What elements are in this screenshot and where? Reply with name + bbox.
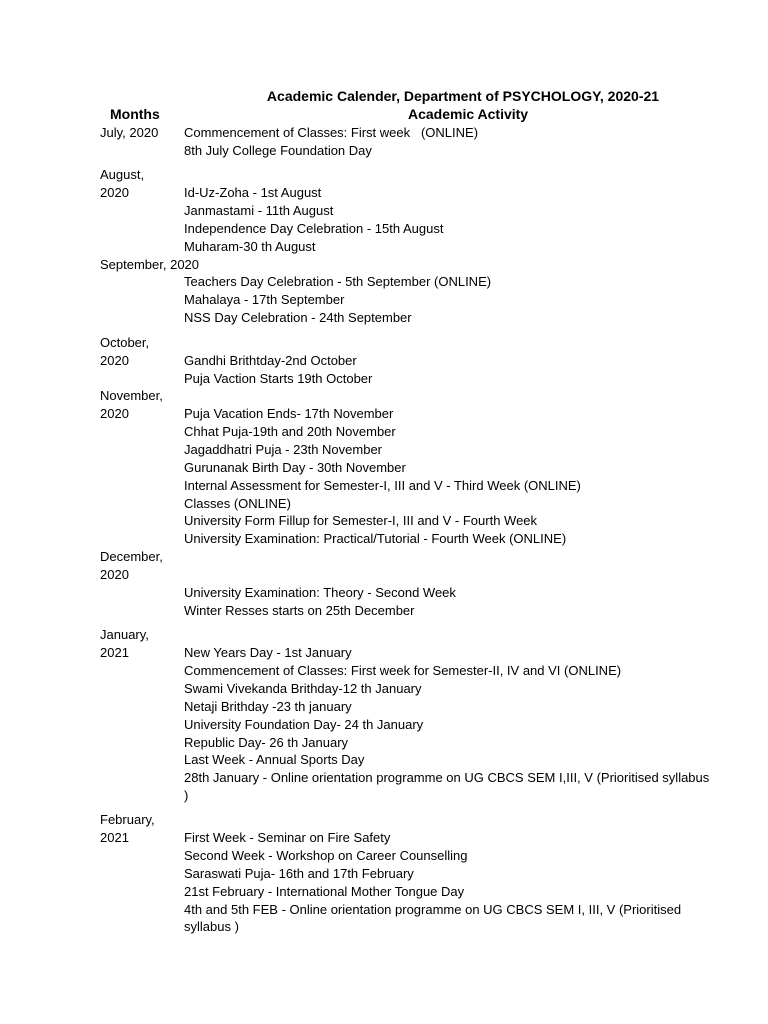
month-label-january-year: 2021: [100, 645, 129, 660]
activity-line: Id-Uz-Zoha - 1st August: [184, 185, 322, 200]
activity-line: New Years Day - 1st January: [184, 645, 352, 660]
month-label-january: January,: [100, 627, 149, 642]
activity-line: Puja Vaction Starts 19th October: [184, 371, 373, 386]
month-label-september: September, 2020: [100, 257, 200, 272]
month-label-december-year: 2020: [100, 567, 129, 582]
activity-line: Gurunanak Birth Day - 30th November: [184, 460, 406, 475]
month-label-august-year: 2020: [100, 185, 129, 200]
document-title: [100, 87, 746, 105]
activity-line: syllabus ): [184, 919, 239, 934]
activity-line: Commencement of Classes: First week (ONLINE): [184, 125, 479, 140]
activity-line: 4th and 5th FEB - Online orientation programme on UG CBCS SEM I, III, V (Prioritised: [184, 902, 682, 917]
activity-line: Classes (ONLINE): [184, 496, 291, 511]
month-label-october: October,: [100, 335, 150, 350]
activity-line: University Form Fillup for Semester-I, III and V - Fourth Week: [184, 513, 538, 528]
month-label-august: August,: [100, 167, 145, 182]
activity-line: Commencement of Classes: First week for Semester-II, IV and VI (ONLINE): [184, 663, 622, 678]
activity-line: 8th July College Foundation Day: [184, 143, 372, 158]
activity-line: Netaji Brithday -23 th january: [184, 699, 352, 714]
activity-line: University Examination: Theory - Second Week: [184, 585, 456, 600]
activity-line: Janmastami - 11th August: [184, 203, 334, 218]
activity-line: Teachers Day Celebration - 5th September (ONLINE): [184, 274, 492, 289]
activity-line: First Week - Seminar on Fire Safety: [184, 830, 391, 845]
month-label-july: July, 2020: [100, 125, 159, 140]
activity-line: Independence Day Celebration - 15th August: [184, 221, 444, 236]
activity-line: University Examination: Practical/Tutorial - Fourth Week (ONLINE): [184, 531, 567, 546]
activity-line: Winter Resses starts on 25th December: [184, 603, 415, 618]
month-label-february: February,: [100, 812, 155, 827]
activity-column-header: Academic Activity: [408, 106, 529, 122]
activity-line: Jagaddhatri Puja - 23th November: [184, 442, 383, 457]
activity-line: Muharam-30 th August: [184, 239, 316, 254]
activity-line: Saraswati Puja- 16th and 17th February: [184, 866, 414, 881]
activity-line: Last Week - Annual Sports Day: [184, 752, 365, 767]
document-title-text: Academic Calender, Department of PSYCHOLOGY, 2020-21: [266, 88, 660, 104]
month-label-october-year: 2020: [100, 353, 129, 368]
activity-line: Gandhi Brithtday-2nd October: [184, 353, 357, 368]
activity-line: 28th January - Online orientation programme on UG CBCS SEM I,III, V (Prioritised syllabus: [184, 770, 710, 785]
activity-line: University Foundation Day- 24 th January: [184, 717, 424, 732]
activity-line: Internal Assessment for Semester-I, III and V - Third Week (ONLINE): [184, 478, 581, 493]
month-label-december: December,: [100, 549, 163, 564]
activity-line: NSS Day Celebration - 24th September: [184, 310, 412, 325]
activity-line: Second Week - Workshop on Career Counselling: [184, 848, 468, 863]
activity-line: Swami Vivekanda Brithday-12 th January: [184, 681, 422, 696]
activity-line: Chhat Puja-19th and 20th November: [184, 424, 396, 439]
activity-line: ): [184, 788, 189, 803]
activity-line: Republic Day- 26 th January: [184, 735, 349, 750]
activity-line: Mahalaya - 17th September: [184, 292, 345, 307]
month-label-february-year: 2021: [100, 830, 129, 845]
activity-line: 21st February - International Mother Tongue Day: [184, 884, 465, 899]
activity-line: Puja Vacation Ends- 17th November: [184, 406, 394, 421]
months-column-header: Months: [110, 106, 160, 122]
month-label-november: November,: [100, 388, 163, 403]
month-label-november-year: 2020: [100, 406, 129, 421]
